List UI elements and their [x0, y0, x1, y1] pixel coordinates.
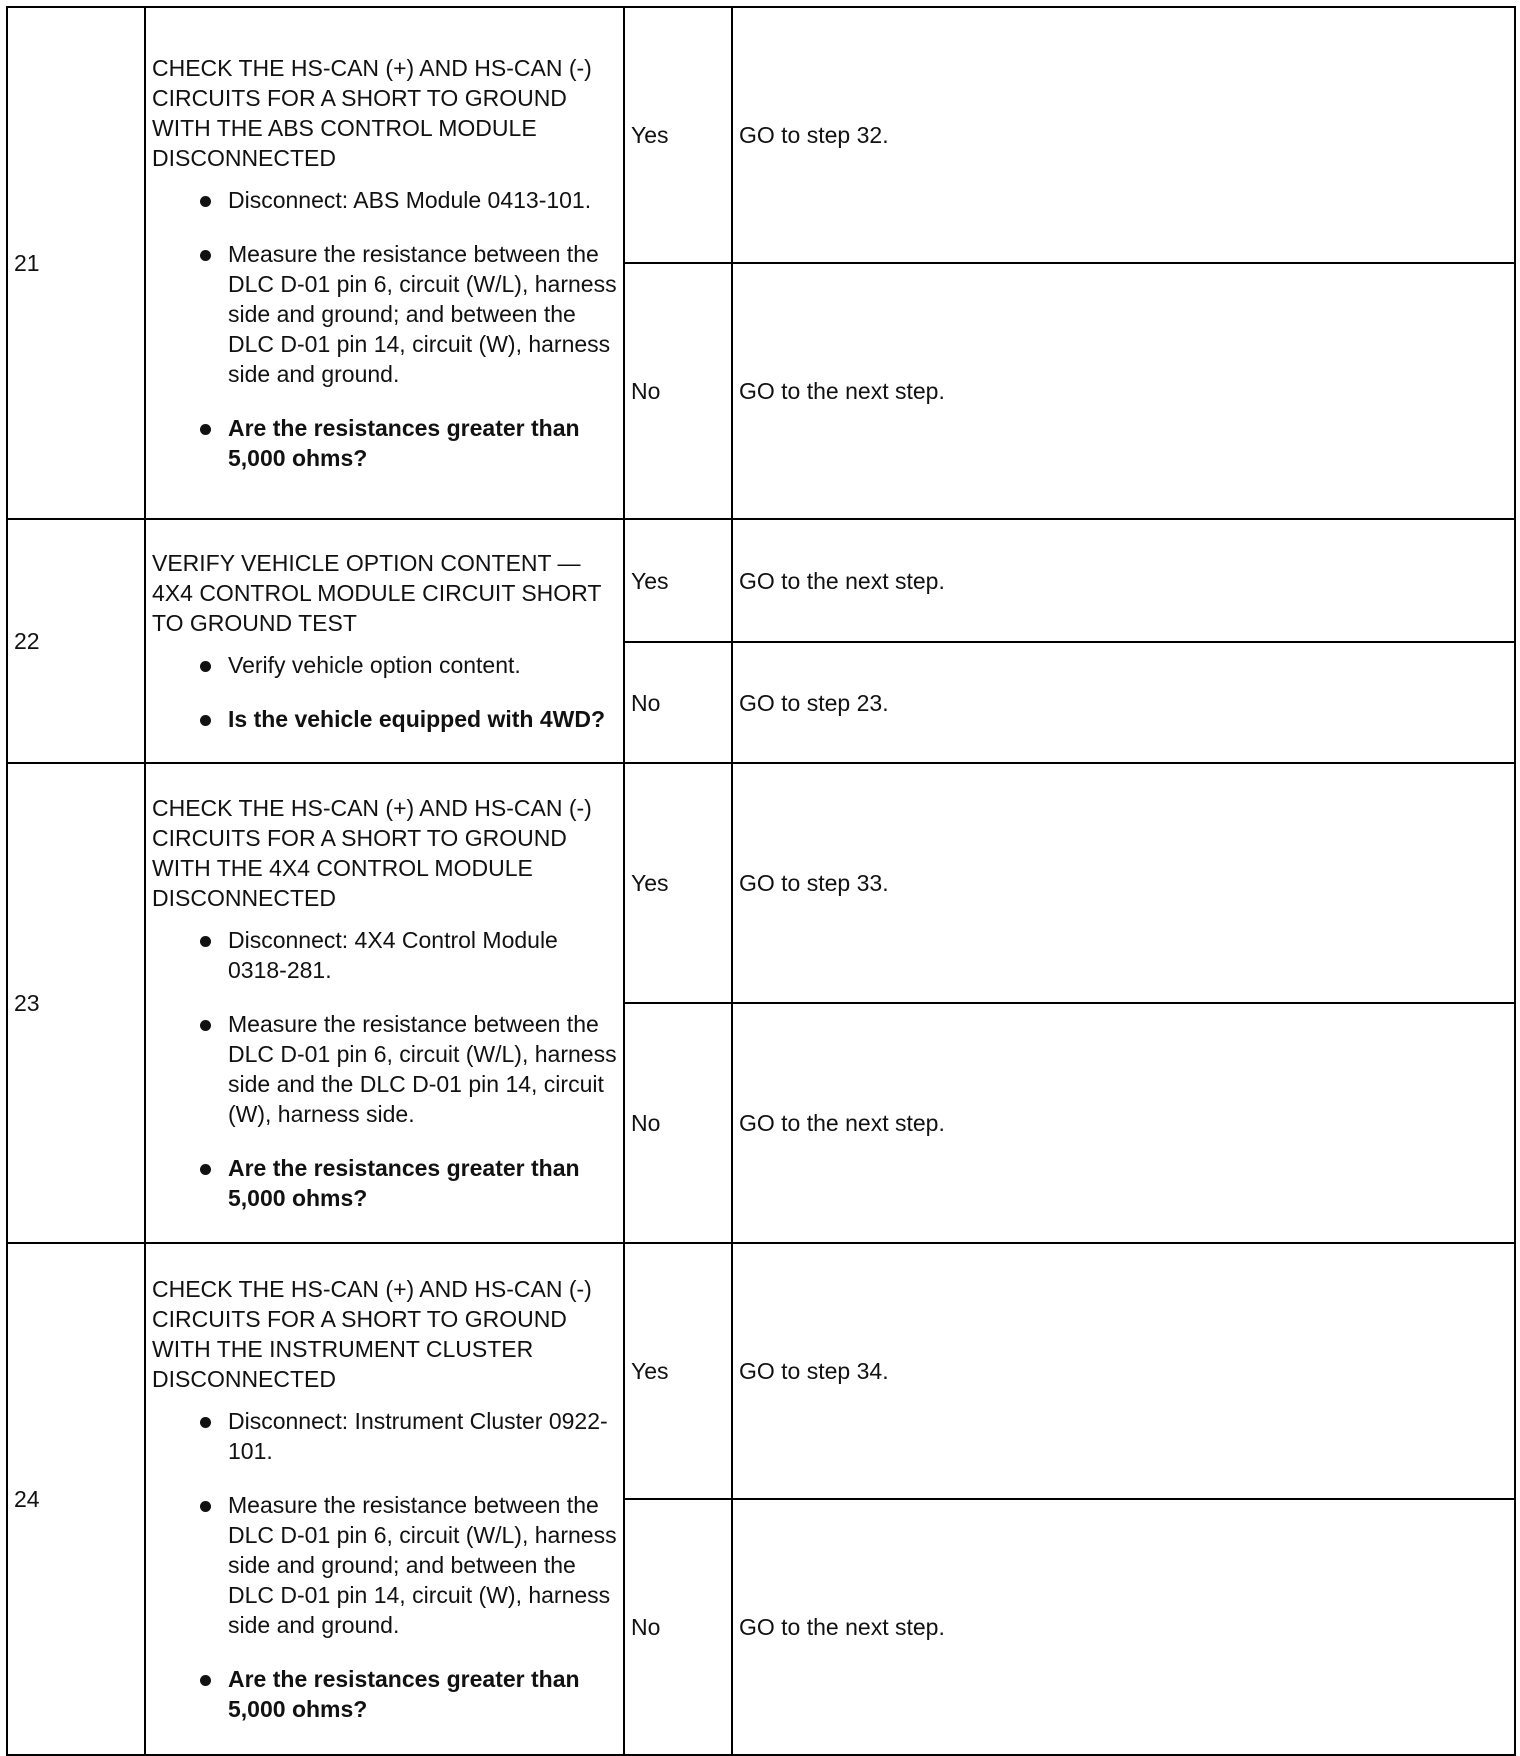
- answer-no: No: [624, 1003, 732, 1243]
- result-yes: GO to step 34.: [732, 1243, 1515, 1499]
- action-item: Measure the resistance between the DLC D-01 pin 6, circuit (W/L), harness side and the DLC D-01 pin 14, circuit (W), harness side.: [200, 1009, 623, 1129]
- answer-no: No: [624, 263, 732, 519]
- step-number: 21: [7, 7, 145, 519]
- step-action: [145, 1243, 624, 1755]
- step-action: [145, 519, 624, 763]
- answer-yes: Yes: [624, 519, 732, 642]
- answer-yes: Yes: [624, 1243, 732, 1499]
- diagnostic-steps-sheet: [6, 6, 1516, 1756]
- action-item: Measure the resistance between the DLC D-01 pin 6, circuit (W/L), harness side and ground; and between the DLC D-01 pin 14, circuit (W), harness side and ground.: [200, 239, 623, 389]
- action-question: Are the resistances greater than 5,000 ohms?: [200, 413, 623, 473]
- diagnostic-steps-table: [6, 6, 1516, 1756]
- action-question: Is the vehicle equipped with 4WD?: [200, 704, 623, 734]
- step-title: CHECK THE HS-CAN (+) AND HS-CAN (-) CIRCUITS FOR A SHORT TO GROUND WITH THE 4X4 CONTROL MODULE DISCONNECTED: [152, 795, 592, 911]
- result-yes: GO to step 32.: [732, 7, 1515, 263]
- action-list: [152, 1406, 623, 1724]
- step-number: 24: [7, 1243, 145, 1755]
- action-item: Measure the resistance between the DLC D-01 pin 6, circuit (W/L), harness side and ground; and between the DLC D-01 pin 14, circuit (W), harness side and ground.: [200, 1490, 623, 1640]
- answer-yes: Yes: [624, 763, 732, 1003]
- step-number: 22: [7, 519, 145, 763]
- step-title: CHECK THE HS-CAN (+) AND HS-CAN (-) CIRCUITS FOR A SHORT TO GROUND WITH THE INSTRUMENT CLUSTER DISCONNECTED: [152, 1276, 592, 1392]
- result-yes: GO to step 33.: [732, 763, 1515, 1003]
- result-no: GO to step 23.: [732, 642, 1515, 763]
- step-21-yes-row: [7, 7, 1515, 263]
- action-list: [152, 650, 623, 734]
- result-no: GO to the next step.: [732, 1003, 1515, 1243]
- action-list: [152, 925, 623, 1213]
- step-action: [145, 7, 624, 519]
- action-item: Disconnect: ABS Module 0413-101.: [200, 185, 623, 215]
- answer-no: No: [624, 642, 732, 763]
- result-yes: GO to the next step.: [732, 519, 1515, 642]
- result-no: GO to the next step.: [732, 1499, 1515, 1755]
- step-title: VERIFY VEHICLE OPTION CONTENT — 4X4 CONTROL MODULE CIRCUIT SHORT TO GROUND TEST: [152, 550, 602, 636]
- action-item: Disconnect: Instrument Cluster 0922-101.: [200, 1406, 623, 1466]
- step-24-yes-row: [7, 1243, 1515, 1499]
- answer-yes: Yes: [624, 7, 732, 263]
- step-title: CHECK THE HS-CAN (+) AND HS-CAN (-) CIRCUITS FOR A SHORT TO GROUND WITH THE ABS CONTROL MODULE DISCONNECTED: [152, 55, 592, 171]
- result-no: GO to the next step.: [732, 263, 1515, 519]
- action-item: Disconnect: 4X4 Control Module 0318-281.: [200, 925, 623, 985]
- step-22-yes-row: [7, 519, 1515, 642]
- action-question: Are the resistances greater than 5,000 ohms?: [200, 1153, 623, 1213]
- step-number: 23: [7, 763, 145, 1243]
- action-question: Are the resistances greater than 5,000 ohms?: [200, 1664, 623, 1724]
- step-action: [145, 763, 624, 1243]
- answer-no: No: [624, 1499, 732, 1755]
- action-item: Verify vehicle option content.: [200, 650, 623, 680]
- step-23-yes-row: [7, 763, 1515, 1003]
- action-list: [152, 185, 623, 473]
